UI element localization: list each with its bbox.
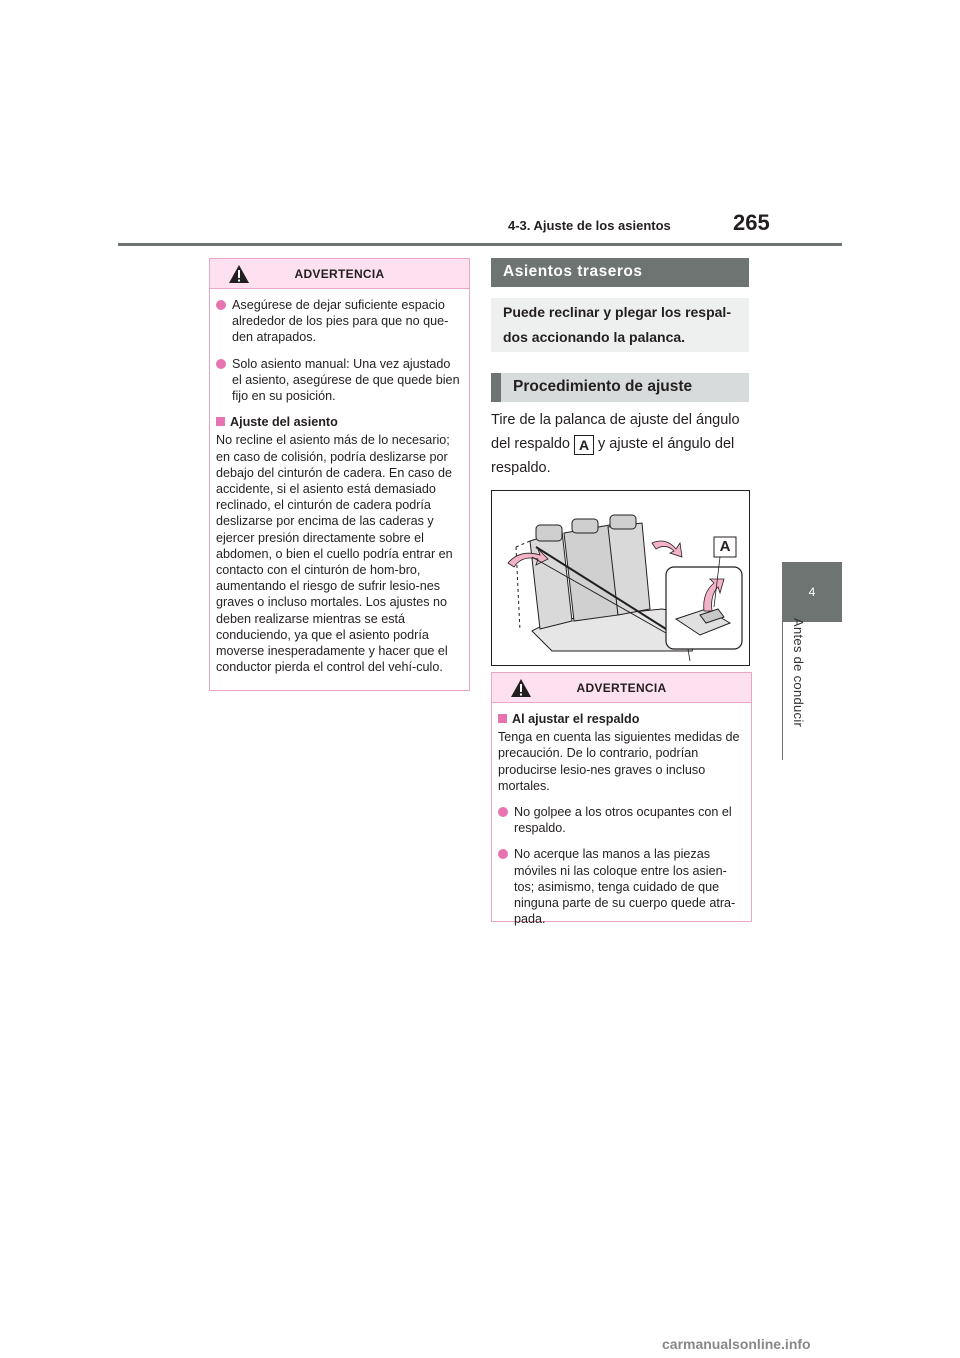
right-warning-box — [491, 672, 752, 927]
intro-box: Puede reclinar y plegar los respal-dos accionando la palanca. — [491, 298, 749, 352]
section-title: 4-3. Ajuste de los asientos — [508, 218, 671, 233]
warning-bullet: No acerque las manos a las piezas móviles ni las coloque entre los asien-tos; asimismo, tenga cuidado de que ninguna parte de su cuerpo quede atra-pada. — [498, 846, 745, 927]
bullet-dot-icon — [216, 359, 226, 369]
warning-title: ADVERTENCIA — [576, 681, 667, 695]
warning-body — [210, 289, 469, 681]
procedure-text: Tire de la palanca de ajuste del ángulo del respaldo A y ajuste el ángulo del respaldo. — [491, 412, 740, 476]
subsection-heading: Procedimiento de ajuste — [491, 373, 749, 402]
warning-bullet: Solo asiento manual: Una vez ajustado el asiento, asegúrese de que quede bien fijo en su posición. — [216, 356, 463, 405]
seat-drawing — [492, 491, 749, 665]
square-bullet-icon — [216, 417, 225, 426]
warning-subheading: Al ajustar el respaldo — [498, 711, 745, 727]
bullet-dot-icon — [216, 300, 226, 310]
warning-bullet: Asegúrese de dejar suficiente espacio alrededor de los pies para que no que-den atrapados. — [216, 297, 463, 346]
warning-title: ADVERTENCIA — [294, 267, 385, 281]
bullet-dot-icon — [498, 849, 508, 859]
section-heading: Asientos traseros — [491, 258, 749, 287]
chapter-rule — [782, 620, 783, 760]
chapter-label: Antes de conducir — [791, 618, 806, 728]
warning-paragraph: Tenga en cuenta las siguientes medidas de precaución. De lo contrario, podrían producirse lesio-nes graves o incluso mortales. — [498, 730, 740, 793]
chapter-number: 4 — [808, 585, 816, 599]
warning-paragraph: No recline el asiento más de lo necesario; en caso de colisión, podría deslizarse por debajo del cinturón de cadera. En caso de accidente, si el asiento está demasiado reclinado, el cinturón de cadera podría deslizarse por encima de las caderas y ejercer presión directamente sobre el abdomen, o bien el cuello podría entrar en contacto con el cinturón de hom-bro, aumentando el riesgo de sufrir lesio-nes graves o incluso mortales. Los ajustes no deben realizarse mientras se está conduciendo, ya que el asiento podría moverse inesperadamente y hacer que el conductor pierda el control del vehí-culo. — [216, 433, 453, 675]
square-bullet-icon — [498, 714, 507, 723]
callout-a: A — [574, 435, 594, 455]
warning-subheading: Ajuste del asiento — [216, 414, 463, 430]
warning-body — [492, 703, 751, 943]
warning-header — [492, 673, 751, 703]
bullet-dot-icon — [498, 807, 508, 817]
warning-header — [210, 259, 469, 289]
warning-bullet: No golpee a los otros ocupantes con el respaldo. — [498, 804, 745, 836]
chapter-tab — [782, 562, 842, 622]
rear-seat-illustration — [491, 490, 750, 666]
watermark: carmanualsonline.info — [662, 1336, 811, 1352]
page-number: 265 — [733, 210, 770, 235]
left-warning-box — [209, 258, 470, 691]
figure-callout-a: A — [719, 538, 731, 555]
header-rule — [118, 243, 842, 246]
